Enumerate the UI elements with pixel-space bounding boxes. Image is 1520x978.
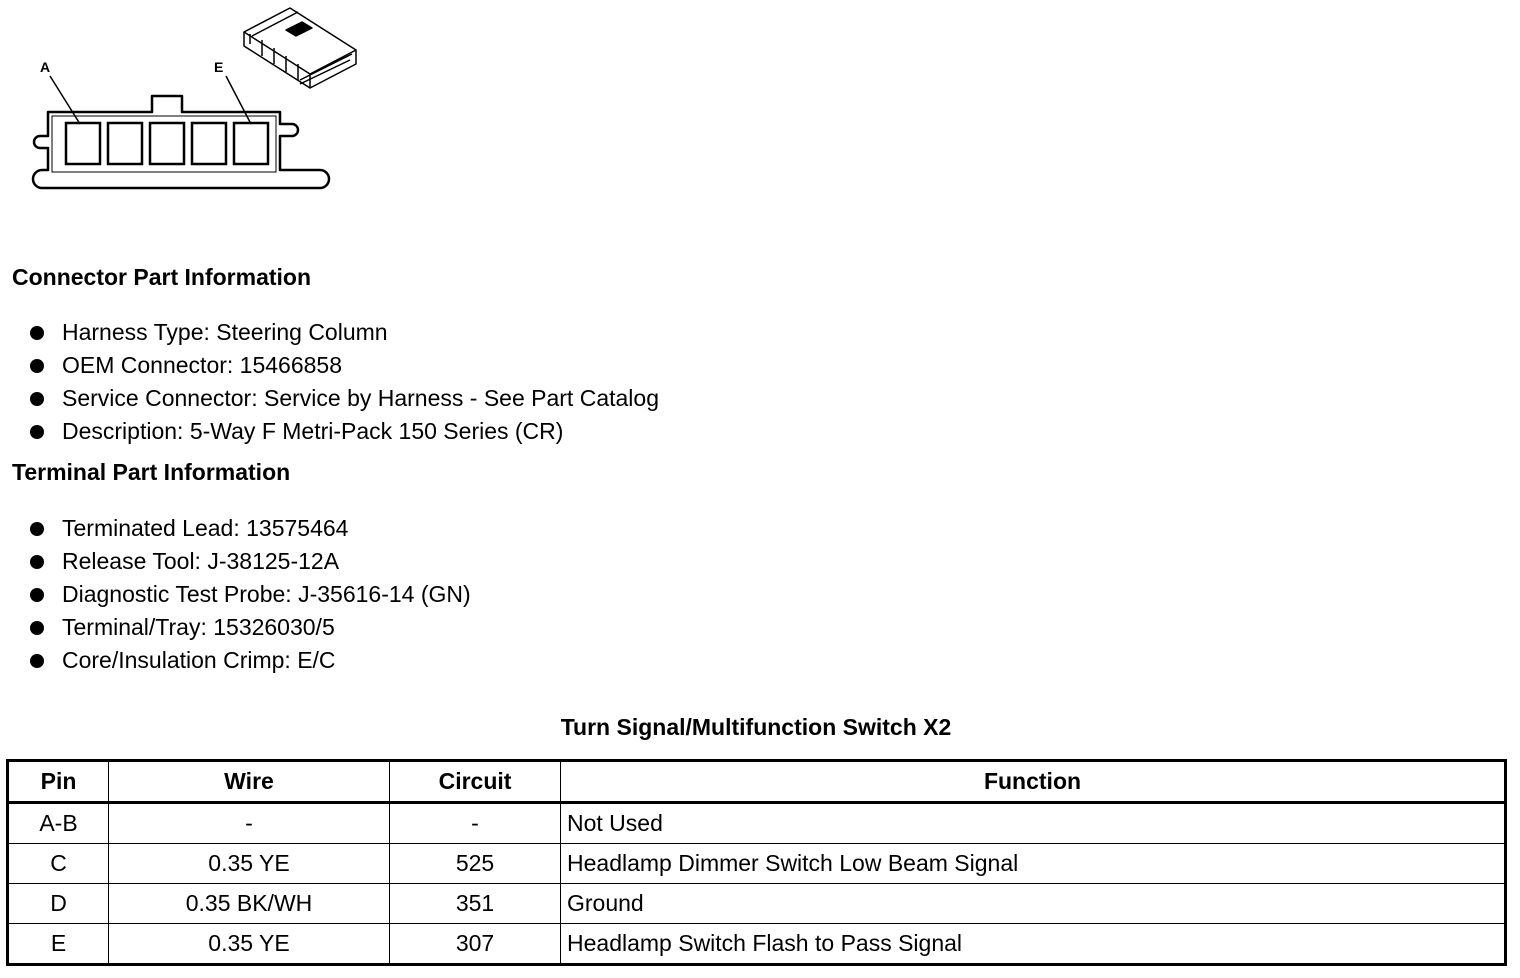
table-row xyxy=(8,924,1506,965)
column-header-circuit: Circuit xyxy=(390,761,561,803)
cell-circuit: - xyxy=(390,803,561,844)
cell-function: Ground xyxy=(561,884,1506,924)
cell-pin: A-B xyxy=(8,803,109,844)
terminal-part-info-heading: Terminal Part Information xyxy=(12,459,291,485)
bullet-icon xyxy=(30,522,44,536)
connector-diagram xyxy=(0,0,400,210)
list-item-text: Terminated Lead: 13575464 xyxy=(62,515,349,541)
list-item-text: Harness Type: Steering Column xyxy=(62,319,388,345)
list-item-text: Release Tool: J-38125-12A xyxy=(62,548,340,574)
cell-pin: D xyxy=(8,884,109,924)
cavity-label-a: A xyxy=(40,59,51,75)
list-item xyxy=(0,349,659,382)
list-item-text: Diagnostic Test Probe: J-35616-14 (GN) xyxy=(62,581,471,607)
column-header-pin: Pin xyxy=(8,761,109,803)
pin-table-title: Turn Signal/Multifunction Switch X2 xyxy=(560,714,952,740)
list-item-text: OEM Connector: 15466858 xyxy=(62,352,343,378)
column-header-wire: Wire xyxy=(109,761,390,803)
list-item xyxy=(0,644,471,677)
bullet-icon xyxy=(30,555,44,569)
table-row xyxy=(8,803,1506,844)
cavity-a xyxy=(66,123,100,164)
leader-line-a xyxy=(50,76,80,124)
table-row xyxy=(8,884,1506,924)
connector-part-info-list xyxy=(0,316,659,448)
cell-function: Not Used xyxy=(561,803,1506,844)
cavity-d xyxy=(192,123,226,164)
bullet-icon xyxy=(30,621,44,635)
list-item xyxy=(0,316,659,349)
leader-line-e xyxy=(226,76,251,124)
bullet-icon xyxy=(30,392,44,406)
cavity-b xyxy=(108,123,142,164)
list-item xyxy=(0,512,471,545)
cavity-c xyxy=(150,123,184,164)
bullet-icon xyxy=(30,425,44,439)
cell-wire: 0.35 YE xyxy=(109,844,390,884)
cell-function: Headlamp Switch Flash to Pass Signal xyxy=(561,924,1506,965)
cell-wire: 0.35 YE xyxy=(109,924,390,965)
cavity-label-e: E xyxy=(214,59,224,75)
list-item-text: Description: 5-Way F Metri-Pack 150 Series (CR) xyxy=(62,418,564,444)
bullet-icon xyxy=(30,588,44,602)
cell-circuit: 307 xyxy=(390,924,561,965)
list-item-text: Terminal/Tray: 15326030/5 xyxy=(62,614,335,640)
cell-circuit: 525 xyxy=(390,844,561,884)
cell-wire: - xyxy=(109,803,390,844)
connector-isometric-icon xyxy=(244,8,356,88)
column-header-function: Function xyxy=(561,761,1506,803)
terminal-part-info-list xyxy=(0,512,471,677)
connector-part-info-heading: Connector Part Information xyxy=(12,264,312,290)
list-item-text: Core/Insulation Crimp: E/C xyxy=(62,647,336,673)
table-header-row xyxy=(8,761,1506,803)
connector-face-drawing xyxy=(0,0,400,210)
bullet-icon xyxy=(30,326,44,340)
table-row xyxy=(8,844,1506,884)
cavity-e xyxy=(234,123,268,164)
list-item xyxy=(0,415,659,448)
bullet-icon xyxy=(30,654,44,668)
list-item xyxy=(0,611,471,644)
cell-pin: C xyxy=(8,844,109,884)
cell-function: Headlamp Dimmer Switch Low Beam Signal xyxy=(561,844,1506,884)
cell-wire: 0.35 BK/WH xyxy=(109,884,390,924)
pin-table xyxy=(6,759,1507,966)
list-item xyxy=(0,578,471,611)
cell-pin: E xyxy=(8,924,109,965)
list-item xyxy=(0,382,659,415)
list-item-text: Service Connector: Service by Harness - See Part Catalog xyxy=(62,385,659,411)
bullet-icon xyxy=(30,359,44,373)
cell-circuit: 351 xyxy=(390,884,561,924)
list-item xyxy=(0,545,471,578)
